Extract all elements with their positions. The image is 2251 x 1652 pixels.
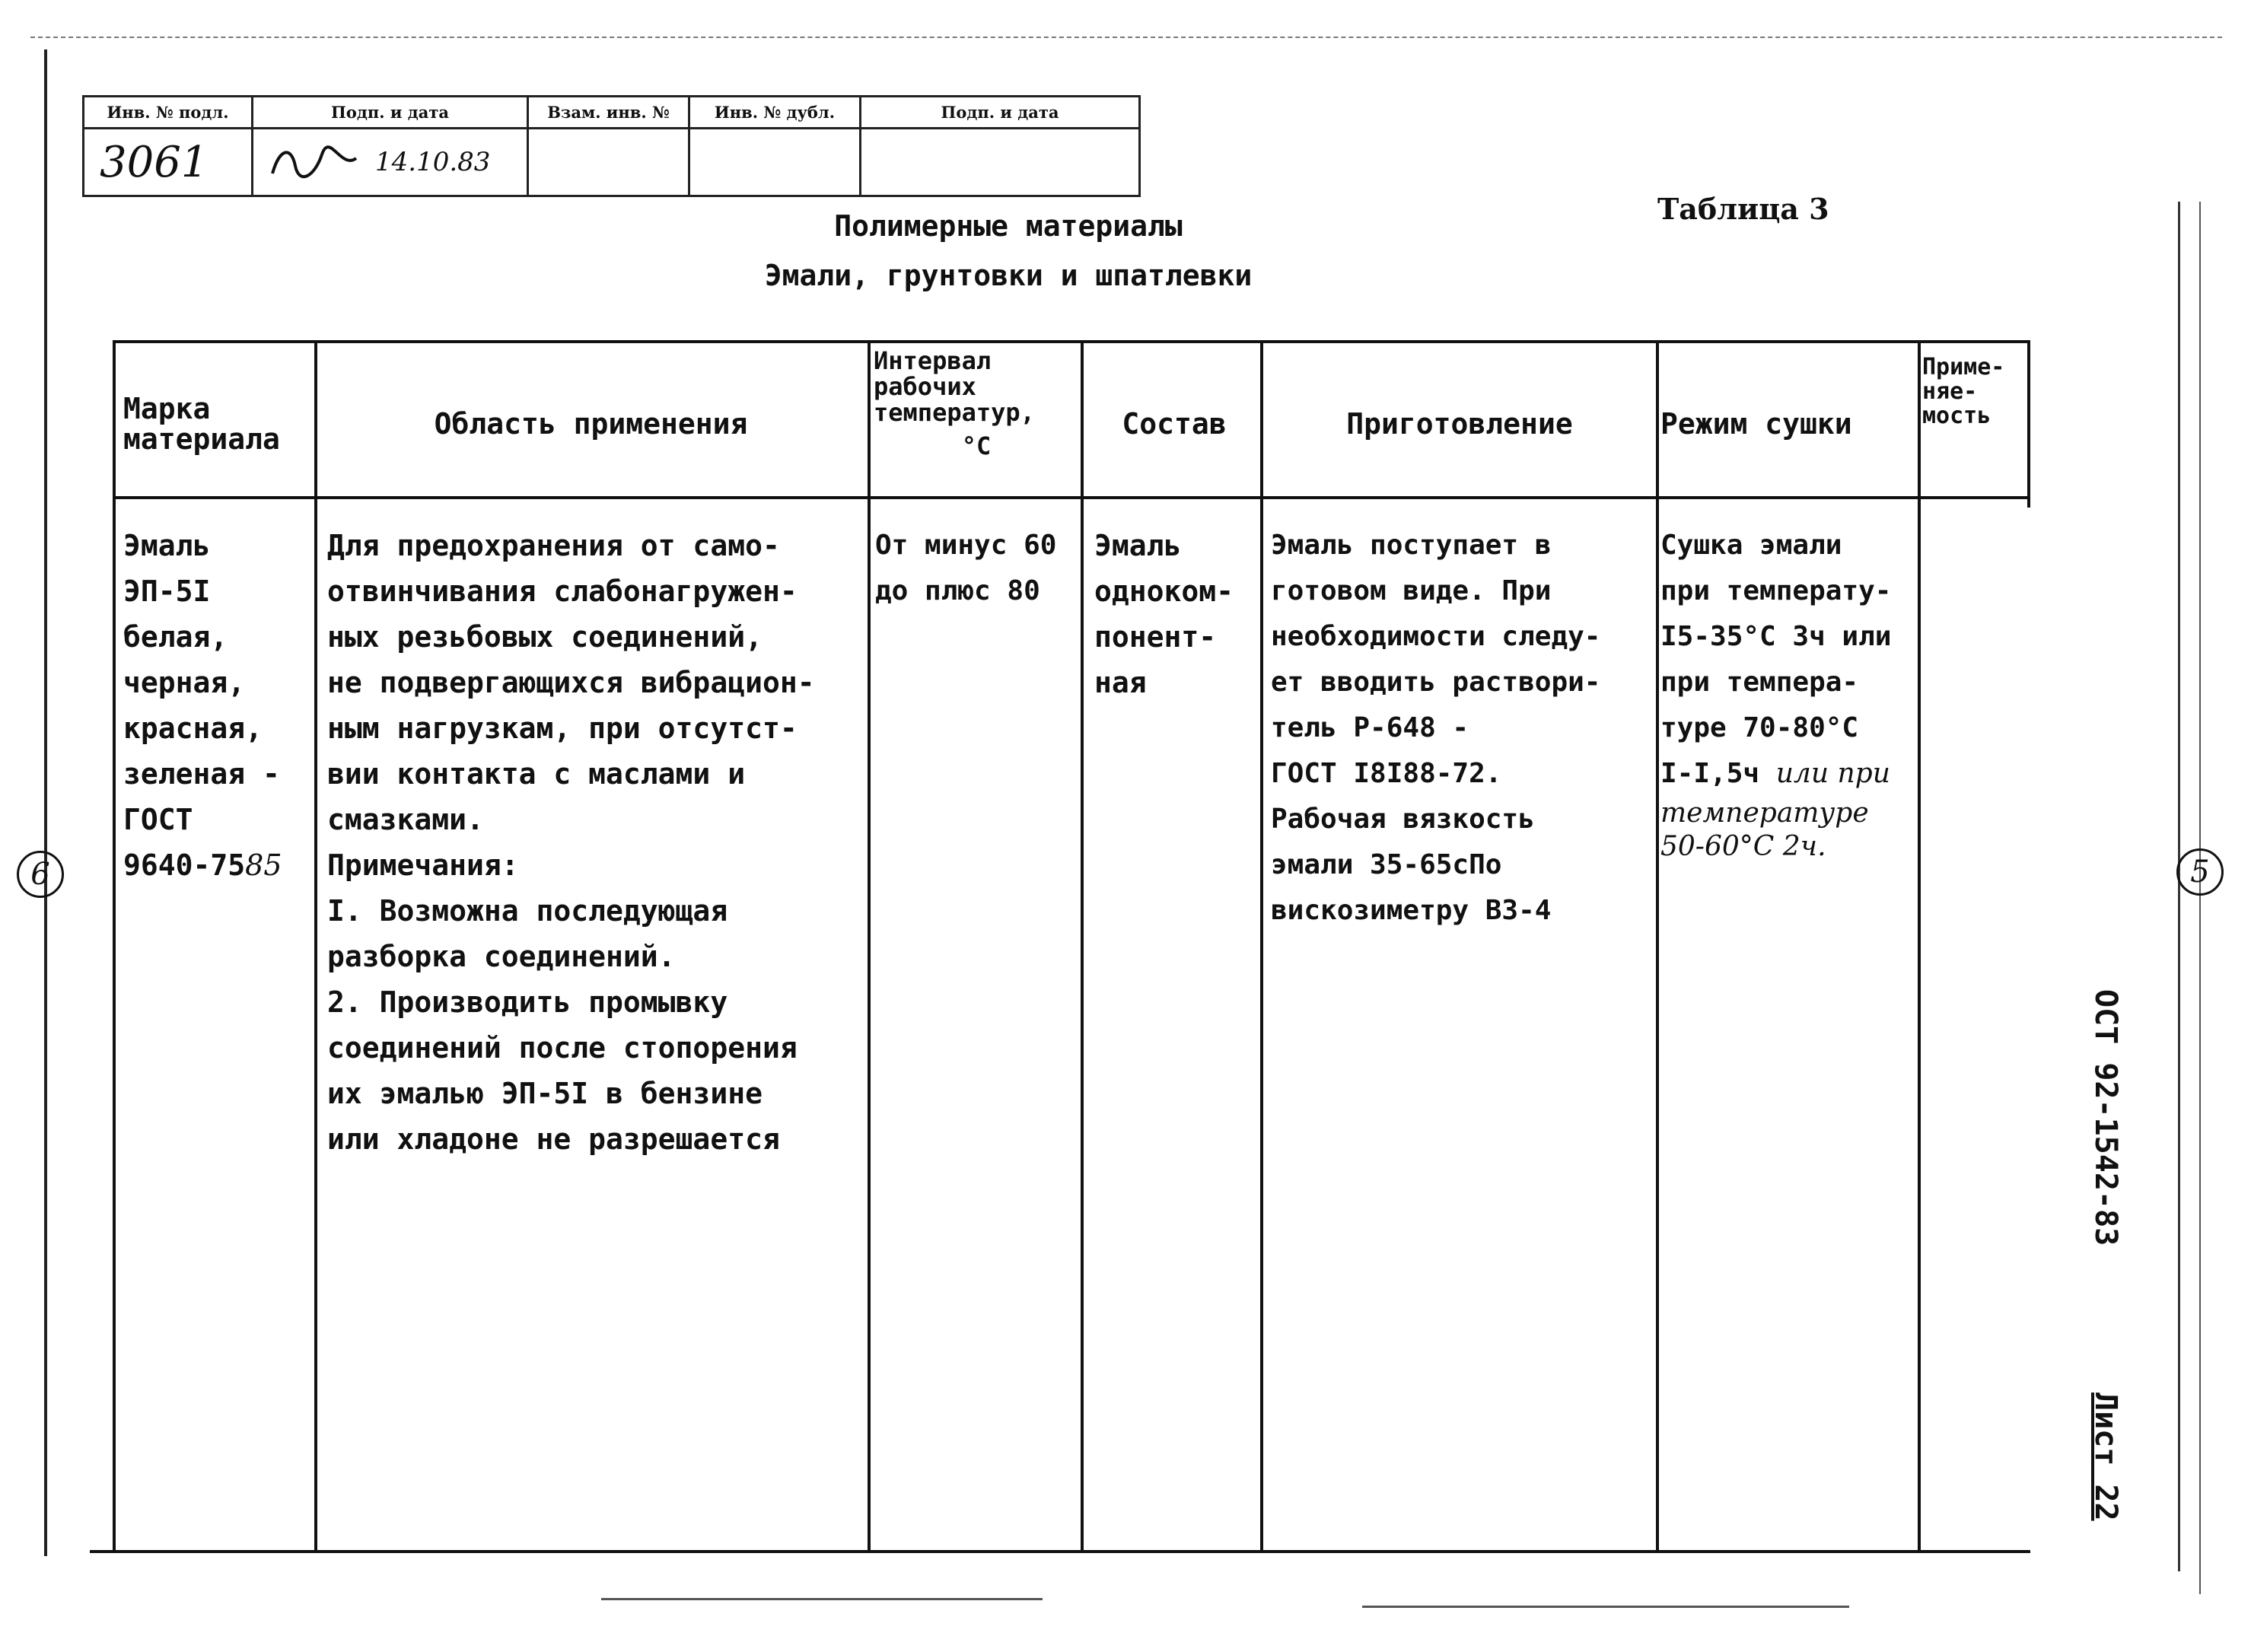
composition-line: Эмаль [1094, 529, 1182, 562]
cell-material [123, 523, 314, 888]
signature-mark [269, 139, 360, 185]
drying-time: I-I,5ч [1660, 758, 1760, 789]
table-header-line [113, 496, 2030, 499]
table-label: Таблица 3 [1657, 192, 1829, 226]
application-line: Примечания: [327, 848, 519, 882]
temperature-line: до плюс 80 [875, 575, 1040, 606]
cell-composition [1094, 523, 1260, 705]
table-bottom-line [90, 1550, 2030, 1553]
header-drying: Режим сушки [1660, 407, 1852, 441]
header-material: Марка материала [123, 392, 280, 456]
cell-temperature [875, 523, 1081, 614]
header-preparation: Приготовление [1346, 407, 1573, 441]
material-line: Эмаль [123, 529, 211, 562]
bottom-rule-left [601, 1598, 1043, 1600]
drying-handwritten-1: или при [1775, 758, 1890, 789]
application-line: вии контакта с маслами и [327, 757, 746, 791]
material-handwritten-fix: 85 [245, 848, 282, 882]
title-line1: Полимерные материалы [834, 209, 1183, 243]
drying-line: Сушка эмали [1660, 530, 1842, 561]
application-line: разборка соединений. [327, 940, 676, 973]
material-line: красная, [123, 711, 263, 745]
preparation-line: ГОСТ I8I88-72. [1271, 758, 1502, 789]
preparation-line: Рабочая вязкость [1271, 804, 1535, 835]
side-code-block [2088, 989, 2169, 1522]
side-doc-code: ОСТ 92-1542-83 [2088, 989, 2123, 1246]
col-line-1 [314, 340, 317, 1553]
stamp-replace-cell [529, 129, 690, 195]
application-line: или хладоне не разрешается [327, 1122, 780, 1156]
application-line: отвинчивания слабонагружен- [327, 575, 798, 608]
cell-preparation [1271, 523, 1656, 934]
header-applicability: Приме-няе-мость [1922, 354, 2005, 429]
application-line: смазками. [327, 803, 484, 836]
preparation-line: тель Р-648 - [1271, 712, 1469, 743]
stamp-date: 14.10.83 [375, 147, 491, 177]
header-temperature: Интервал рабочих температур, [874, 346, 1035, 427]
col-line-6 [1918, 340, 1921, 1553]
application-line: не подвергающихся вибрацион- [327, 666, 815, 699]
material-line: ЭП-5I [123, 575, 211, 608]
materials-table [113, 340, 2030, 1558]
right-margin-circle: 5 [2176, 848, 2224, 896]
stamp-inv-no: 3061 [84, 129, 253, 195]
col-line-3 [1081, 340, 1084, 1553]
col-line-5 [1656, 340, 1659, 1553]
stamp-block [82, 95, 1141, 197]
left-margin-circle: 6 [17, 851, 64, 898]
drying-line: туре 70-80°C [1660, 712, 1859, 743]
cell-application [327, 523, 868, 1162]
preparation-line: необходимости следу- [1271, 621, 1601, 652]
preparation-line: эмали 35-65сПо [1271, 849, 1502, 880]
header-application: Область применения [434, 407, 748, 441]
stamp-signature-cell [253, 129, 529, 195]
application-line: их эмалью ЭП-5I в бензине [327, 1077, 763, 1110]
stamp-header-dup: Инв. № дубл. [690, 97, 861, 129]
material-line: ГОСТ [123, 803, 193, 836]
preparation-line: готовом виде. При [1271, 575, 1552, 606]
application-line: Для предохранения от само- [327, 529, 780, 562]
preparation-line: вискозиметру ВЗ-4 [1271, 895, 1552, 926]
right-border-outer [2199, 202, 2201, 1594]
application-line: ных резьбовых соединений, [327, 620, 763, 654]
drying-handwritten-3: 50-60°C 2ч. [1660, 831, 1826, 862]
header-temperature-unit: °C [961, 431, 992, 460]
application-line: соединений после стопорения [327, 1031, 798, 1065]
drying-handwritten-2: температуре [1660, 797, 1869, 829]
col-line-2 [868, 340, 871, 1553]
side-sheet-number: Лист 22 [2088, 1393, 2123, 1521]
drying-line: при температу- [1660, 575, 1892, 606]
material-line: черная, [123, 666, 246, 699]
stamp-header-sign: Подп. и дата [253, 97, 529, 129]
stamp-header-replace: Взам. инв. № [529, 97, 690, 129]
material-line: зеленая - [123, 757, 280, 791]
application-line: I. Возможна последующая [327, 894, 728, 928]
left-border [44, 49, 47, 1556]
drying-line [1660, 751, 1918, 797]
header-composition: Состав [1122, 407, 1227, 441]
application-line: 2. Производить промывку [327, 985, 728, 1019]
composition-line: ная [1094, 666, 1147, 699]
composition-line: понент- [1094, 620, 1217, 654]
header-temperature-cell [874, 348, 1079, 492]
preparation-line: Эмаль поступает в [1271, 530, 1552, 561]
preparation-line: ет вводить раствори- [1271, 667, 1601, 698]
right-border [2178, 202, 2180, 1571]
table-top-line [113, 340, 2030, 343]
title-line2: Эмали, грунтовки и шпатлевки [764, 259, 1253, 292]
material-line [123, 842, 314, 888]
top-border [30, 37, 2222, 38]
cell-drying [1660, 523, 1918, 864]
drying-line: I5-35°C 3ч или [1660, 621, 1892, 652]
composition-line: одноком- [1094, 575, 1234, 608]
col-line-0 [113, 340, 116, 1553]
bottom-rule-right [1362, 1606, 1849, 1608]
stamp-dup-cell [690, 129, 861, 195]
stamp-header-inv: Инв. № подл. [84, 97, 253, 129]
stamp-sign2-cell [861, 129, 1138, 195]
application-line: ным нагрузкам, при отсутст- [327, 711, 798, 745]
drying-line: при темпера- [1660, 667, 1859, 698]
temperature-line: От минус 60 [875, 530, 1057, 561]
stamp-header-sign2: Подп. и дата [861, 97, 1138, 129]
col-line-4 [1260, 340, 1263, 1553]
material-gost-number: 9640-75 [123, 848, 246, 882]
material-line: белая, [123, 620, 228, 654]
